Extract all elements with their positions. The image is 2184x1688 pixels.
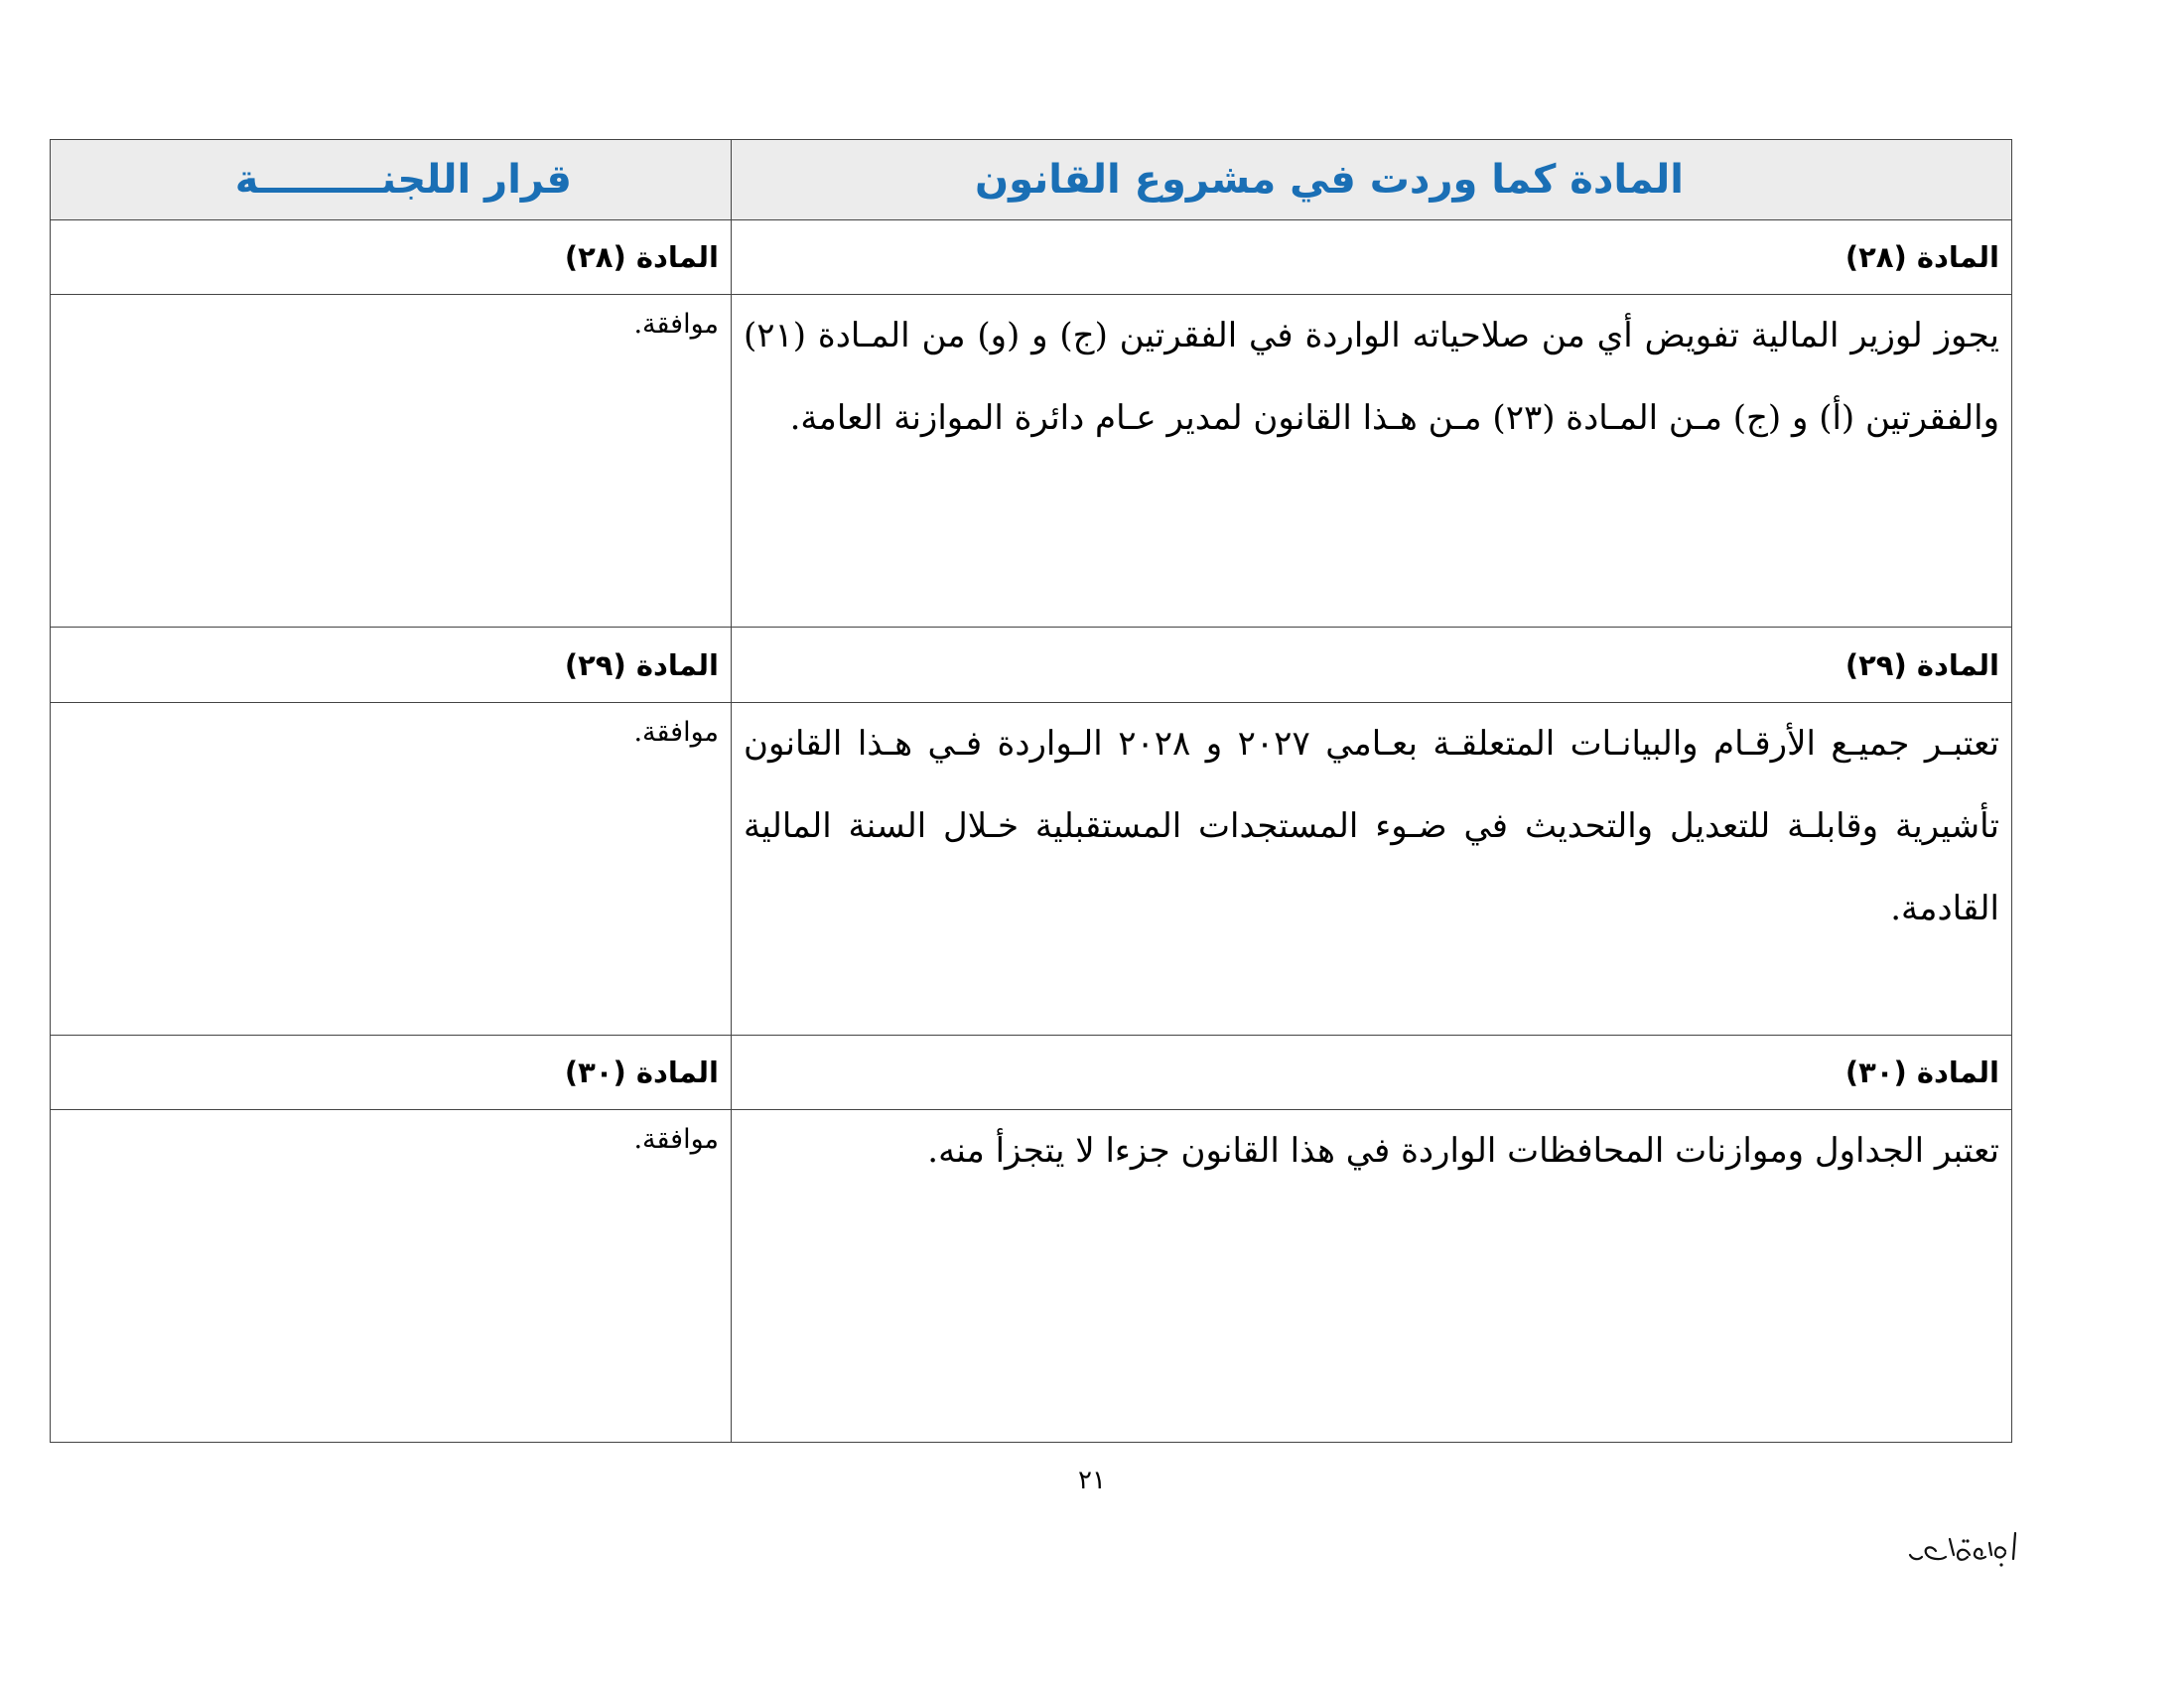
- decision-28-title: المادة (٢٨): [51, 220, 732, 295]
- article-29-body-row: [51, 702, 2012, 1035]
- article-30-body-row: [51, 1109, 2012, 1442]
- article-30-title-row: [51, 1035, 2012, 1109]
- article-30-text: تعتبر الجداول وموازنات المحافظات الواردة في هذا القانون جزءا لا يتجزأ منه.: [732, 1109, 2012, 1442]
- article-29-title-row: [51, 628, 2012, 702]
- decision-28-text: موافقة.: [51, 295, 732, 628]
- article-30-title: المادة (٣٠): [732, 1035, 2012, 1109]
- decision-30-text: موافقة.: [51, 1109, 732, 1442]
- article-29-text: تعتبـر جميـع الأرقـام والبيانـات المتعلقـة بعـامي ٢٠٢٧ و ٢٠٢٨ الـواردة فـي هـذا القانون تأشيرية وقابلـة للتعديل والتحديث في ضـوء المستجدات المستقبلية خـلال السنة المالية القادمة.: [732, 702, 2012, 1035]
- articles-table: [50, 139, 2012, 1443]
- article-28-body-row: [51, 295, 2012, 628]
- table-header-row: [51, 140, 2012, 220]
- article-28-title: المادة (٢٨): [732, 220, 2012, 295]
- article-column-header: المادة كما وردت في مشروع القانون: [732, 140, 2012, 220]
- handwritten-signature: [1906, 1521, 2025, 1571]
- decision-29-title: المادة (٢٩): [51, 628, 732, 702]
- decision-30-title: المادة (٣٠): [51, 1035, 732, 1109]
- page-number: ٢١: [1078, 1466, 1106, 1495]
- decision-column-header: قرار اللجنـــــــــة: [51, 140, 732, 220]
- article-28-text: يجوز لوزير المالية تفويض أي من صلاحياته الواردة في الفقرتين (ج) و (و) من المـادة (٢١) والفقرتين (أ) و (ج) مـن المـادة (٢٣) مـن هـذا القانون لمدير عـام دائرة الموازنة العامة.: [732, 295, 2012, 628]
- article-28-title-row: [51, 220, 2012, 295]
- decision-29-text: موافقة.: [51, 702, 732, 1035]
- article-29-title: المادة (٢٩): [732, 628, 2012, 702]
